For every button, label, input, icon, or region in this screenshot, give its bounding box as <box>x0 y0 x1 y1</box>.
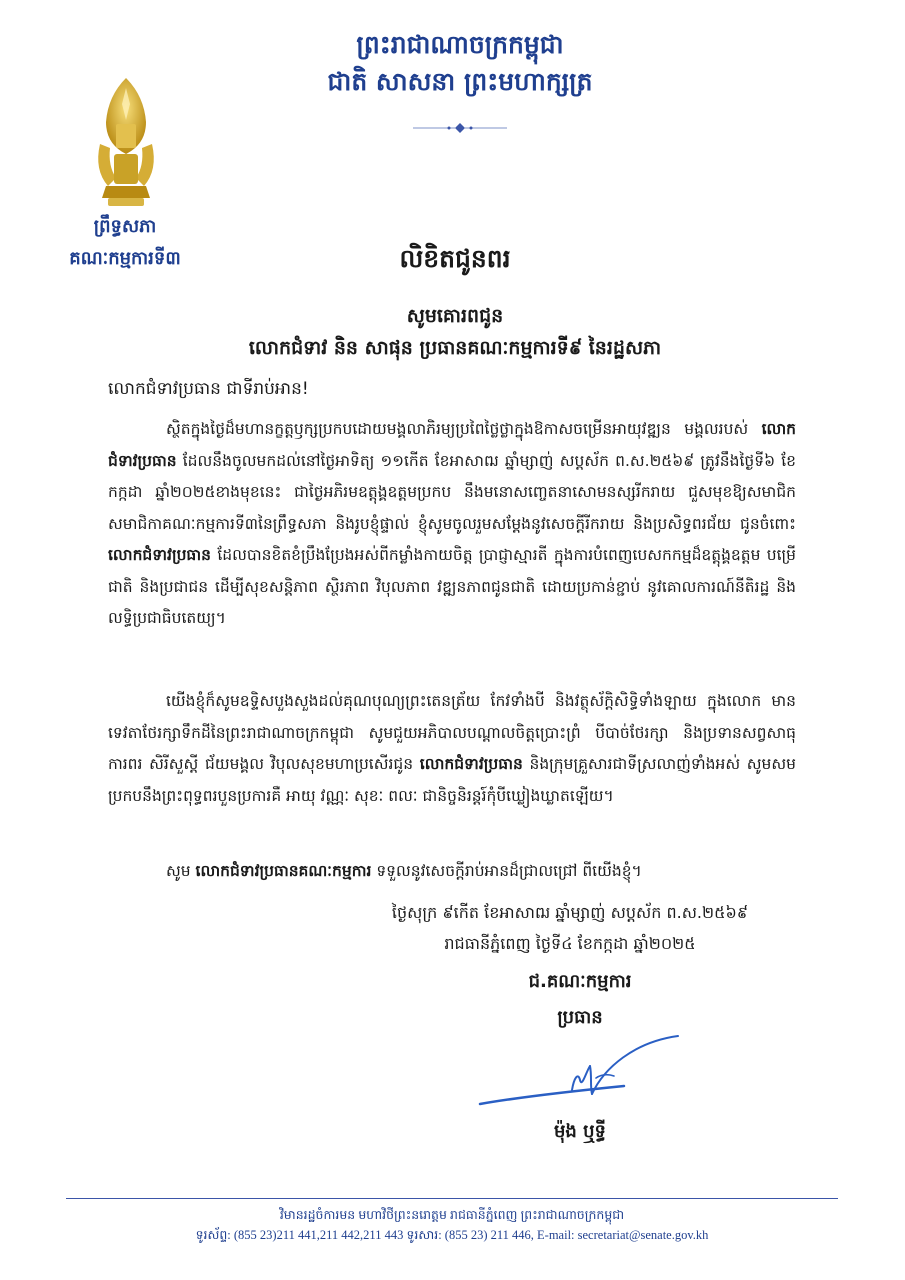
paragraph-text: និងក្រុមគ្រួសារជាទីស្រលាញ់ទាំងអស់ សូមសមប្រកបនឹងព្រះពុទ្ធពរបួនប្រការគឺ អាយុ វណ្ណៈ សុខៈ ពលៈ ជានិច្ចនិរន្តរ៍កុំបីឃ្លៀងឃ្លាតឡើយ។ <box>108 755 796 805</box>
recipient-title-bold: លោកជំទាវប្រធាន <box>108 546 212 564</box>
paragraph-text: ស្ថិតក្នុងថ្ងៃដ៏មហានក្ខត្តឫក្សប្រកបដោយមង្គលាភិរម្យប្រពៃថ្លៃថ្លាក្នុងឱកាសចម្រើនអាយុវឌ្ឍន មង្គលរបស់ <box>166 420 762 438</box>
gregorian-date: រាជធានីភ្នំពេញ ថ្ងៃទី៤ ខែកក្កដា ឆ្នាំ២០២៥ <box>444 934 696 953</box>
recipient-title-bold: លោកជំទាវប្រធានគណៈកម្មការ <box>195 862 372 880</box>
recipient-role: ប្រធានគណៈកម្មការទី៩ នៃរដ្ឋសភា <box>419 337 662 359</box>
organization-name: ព្រឹទ្ធសភា <box>93 216 157 237</box>
paragraph-text: ដែលនឹងចូលមកដល់នៅថ្ងៃអាទិត្យ ១១កើត ខែអាសាឍ ឆ្នាំម្សាញ់ សប្តស័ក ព.ស.២៥៦៩ ត្រូវនឹងថ្ងៃទី៦ ខែកក្កដា ឆ្នាំ២០២៥ខាងមុខនេះ ជាថ្ងៃអភិរមឧត្តុង្គឧត្តមប្រកប នឹងមនោសញ្ចេតនាសោមនស្សរីករាយ ជួសមុខឱ្យសមាជិក សមាជិកាគណៈកម្មការទី៣នៃព្រឹទ្ធសភា និងរូបខ្ញុំផ្ទាល់ ខ្ញុំសូមចូលរួមសម្តែងនូវសេចក្តីរីករាយ និងប្រសិទ្ធពរជ័យ ជូនចំពោះ <box>108 451 796 533</box>
addressed-to-line: សូមគោរពជូន <box>406 305 504 327</box>
committee-name: គណៈកម្មការទី៣ <box>69 248 181 269</box>
body-paragraph-3 <box>108 856 796 888</box>
footer-divider <box>66 1198 838 1199</box>
paragraph-text: យើងខ្ញុំក៏សូមឧទ្ទិសបួងសួងដល់គុណបុណ្យព្រះតេនត្រ័យ កែវទាំងបី និងវត្ថុស័ក្តិសិទ្ធិទាំងឡាយ ក្នុងលោក មានទេវតាថែរក្សាទឹកដីនៃព្រះរាជាណាចក្រកម្ពុជា សូមជួយអភិបាលបណ្តាលចិត្តប្រោះព្រំ បីបាច់ថែរក្សា និងប្រទានសព្វសាធុការពរ សិរីសួស្តី ជ័យមង្គល វិបុលសុខមហាប្រសើរជូន <box>108 692 796 773</box>
document-title: លិខិតជូនពរ <box>399 244 511 273</box>
salutation: លោកជំទាវប្រធាន ជាទីរាប់អាន! <box>108 379 309 399</box>
recipient-name: លោកជំទាវ និន សាផុន <box>248 337 413 359</box>
recipient-title-bold: លោកជំទាវប្រធាន <box>419 755 523 773</box>
paragraph-text: សូម <box>166 862 196 880</box>
body-paragraph-1 <box>108 414 796 635</box>
signer-position: ប្រធាន <box>557 1007 603 1028</box>
handwritten-signature-icon <box>474 1028 694 1118</box>
kingdom-title: ព្រះរាជាណាចក្រកម្ពុជា <box>356 30 564 59</box>
paragraph-text: ទទួលនូវសេចក្តីរាប់អានដ៏ជ្រាលជ្រៅ ពីយើងខ្ញុំ។ <box>371 862 642 880</box>
lunar-date: ថ្ងៃសុក្រ ៩កើត ខែអាសាឍ ឆ្នាំម្សាញ់ សប្តស័ក ព.ស.២៥៦៩ <box>391 903 749 922</box>
paragraph-text: ដែលបានខិតខំប្រឹងប្រែងអស់ពីកម្លាំងកាយចិត្ត ប្រាជ្ញាស្មារតី ក្នុងការបំពេញបេសកកម្មដ៏ឧត្តុង្គឧត្តម បម្រើជាតិ និងប្រជាជន ដើម្បីសុខសន្តិភាព ស្ថិរភាព វិបុលភាព វឌ្ឍនភាពជូនជាតិ ដោយប្រកាន់ខ្ជាប់ នូវគោលការណ៍នីតិរដ្ឋ និងលទ្ធិប្រជាធិបតេយ្យ។ <box>108 546 796 627</box>
on-behalf-of-committee: ជ.គណៈកម្មការ <box>528 971 632 992</box>
signer-name: ម៉ុង ឬទ្ធី <box>554 1121 606 1142</box>
footer-contact: ទូរស័ព្ទ: (855 23)211 441,211 442,211 443 ទូរសារ: (855 23) 211 446, E-mail: secretariat@senate.gov.kh <box>195 1228 709 1242</box>
recipient-title-bold: លោកជំទាវប្រធាន <box>108 420 796 470</box>
body-paragraph-2 <box>108 686 796 812</box>
national-motto: ជាតិ សាសនា ព្រះមហាក្សត្រ <box>327 67 593 96</box>
senate-emblem-icon <box>86 74 166 210</box>
footer-address: វិមានរដ្ឋចំការមន មហាវិថីព្រះនរោត្តម រាជធានីភ្នំពេញ ព្រះរាជាណាចក្រកម្ពុជា <box>279 1208 625 1222</box>
recipient-line <box>120 334 790 362</box>
decorative-divider-icon <box>405 118 515 138</box>
